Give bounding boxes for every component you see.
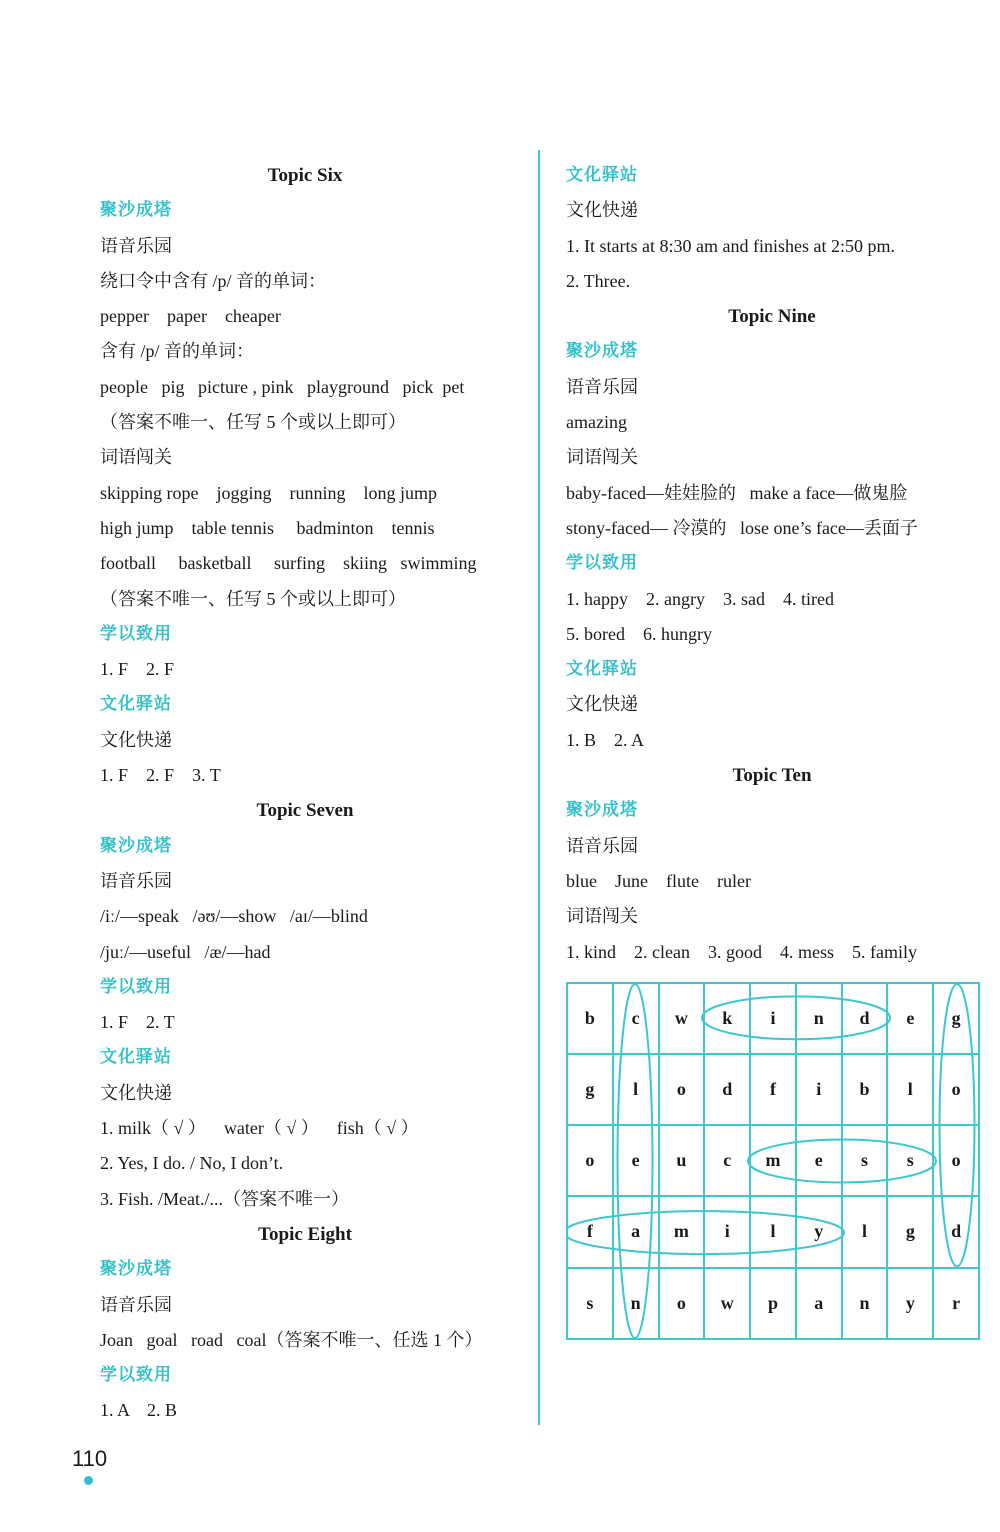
grid-cell: l — [842, 1196, 888, 1267]
grid-cell: l — [750, 1196, 796, 1267]
answer-line: 1. It starts at 8:30 am and finishes at 2:50 pm. — [566, 235, 895, 256]
grid-cell: c — [704, 1125, 750, 1196]
grid-row — [567, 1125, 979, 1196]
grid-cell: b — [842, 1054, 888, 1125]
subsection-heading: 词语闯关 — [100, 447, 172, 469]
grid-cell: o — [659, 1268, 705, 1339]
grid-cell: s — [567, 1268, 613, 1339]
grid-cell: i — [750, 983, 796, 1054]
grid-cell: p — [750, 1268, 796, 1339]
right-column-lines — [566, 158, 978, 970]
answer-line: 5. bored 6. hungry — [566, 623, 712, 644]
answer-line: 1. A 2. B — [100, 1400, 178, 1421]
grid-row — [567, 1054, 979, 1125]
section-heading: 文化驿站 — [566, 659, 638, 680]
subsection-heading: 文化快递 — [566, 200, 638, 222]
answer-line: 1. happy 2. angry 3. sad 4. tired — [566, 588, 834, 609]
page-number-dot — [84, 1476, 93, 1485]
grid-cell: a — [613, 1196, 659, 1267]
section-heading: 学以致用 — [100, 1365, 172, 1386]
grid-cell: o — [567, 1125, 613, 1196]
section-heading: 文化驿站 — [100, 1047, 172, 1068]
word-search-puzzle — [566, 982, 980, 1340]
answer-line: /iː/—speak /əʊ/—show /aɪ/—blind — [100, 906, 368, 927]
section-heading: 学以致用 — [566, 553, 638, 574]
grid-row — [567, 1196, 979, 1267]
grid-cell: b — [567, 983, 613, 1054]
grid-cell: d — [842, 983, 888, 1054]
topic-heading: Topic Ten — [732, 765, 812, 787]
answer-line: pepper paper cheaper — [100, 306, 281, 327]
grid-cell: c — [613, 983, 659, 1054]
answer-line: 2. Yes, I do. / No, I don’t. — [100, 1153, 284, 1174]
grid-cell: f — [750, 1054, 796, 1125]
subsection-heading: 语音乐园 — [100, 870, 172, 892]
section-heading: 文化驿站 — [566, 165, 638, 185]
answer-line: baby-faced—娃娃脸的 make a face—做鬼脸 — [566, 482, 908, 503]
grid-cell: d — [704, 1054, 750, 1125]
topic-heading: Topic Seven — [256, 800, 354, 822]
answer-line: stony-faced— 冷漠的 lose one’s face—丢面子 — [566, 517, 918, 538]
left-column — [100, 158, 510, 1429]
grid-cell: o — [933, 1125, 979, 1196]
answer-line: （答案不唯一、任写 5 个或以上即可） — [100, 588, 406, 609]
grid-cell: e — [796, 1125, 842, 1196]
answer-line: 1. F 2. T — [100, 1012, 175, 1033]
section-heading: 学以致用 — [100, 623, 172, 644]
grid-cell: e — [887, 983, 933, 1054]
topic-heading: Topic Eight — [258, 1223, 352, 1245]
answer-line: 1. kind 2. clean 3. good 4. mess 5. family — [566, 941, 917, 962]
grid-cell: w — [704, 1268, 750, 1339]
subsection-heading: 语音乐园 — [566, 835, 638, 857]
grid-cell: n — [796, 983, 842, 1054]
answer-line: Joan goal road coal（答案不唯一、任选 1 个） — [100, 1329, 483, 1350]
answer-line: 3. Fish. /Meat./...（答案不唯一） — [100, 1188, 350, 1209]
subsection-heading: 词语闯关 — [566, 447, 638, 469]
answer-line: people pig picture , pink playground pick pet — [100, 376, 465, 397]
grid-cell: o — [659, 1054, 705, 1125]
subsection-heading: 语音乐园 — [100, 235, 172, 257]
grid-cell: i — [796, 1054, 842, 1125]
right-column — [566, 158, 978, 1340]
answer-line: high jump table tennis badminton tennis — [100, 517, 435, 538]
page-number: 110 — [72, 1446, 108, 1471]
grid-cell: w — [659, 983, 705, 1054]
grid-cell: g — [567, 1054, 613, 1125]
subsection-heading: 文化快递 — [566, 694, 638, 716]
answer-line: 1. F 2. F 3. T — [100, 765, 221, 786]
section-heading: 聚沙成塔 — [100, 200, 172, 221]
grid-cell: n — [613, 1268, 659, 1339]
grid-cell: l — [887, 1054, 933, 1125]
answer-line: 含有 /p/ 音的单词： — [100, 341, 255, 362]
grid-row — [567, 1268, 979, 1339]
grid-cell: y — [887, 1268, 933, 1339]
grid-cell: m — [659, 1196, 705, 1267]
answer-line: 2. Three. — [566, 270, 631, 291]
grid-cell: i — [704, 1196, 750, 1267]
section-heading: 文化驿站 — [100, 694, 172, 715]
grid-row — [567, 983, 979, 1054]
grid-cell: o — [933, 1054, 979, 1125]
grid-cell: d — [933, 1196, 979, 1267]
grid-cell: n — [842, 1268, 888, 1339]
grid-cell: r — [933, 1268, 979, 1339]
grid-cell: s — [842, 1125, 888, 1196]
subsection-heading: 语音乐园 — [566, 376, 638, 398]
topic-heading: Topic Six — [267, 165, 343, 186]
answer-line: 1. milk（ √ ） water（ √ ） fish（ √ ） — [100, 1118, 419, 1139]
grid-cell: g — [933, 983, 979, 1054]
subsection-heading: 文化快递 — [100, 729, 172, 751]
section-heading: 学以致用 — [100, 976, 172, 997]
answer-line: football basketball surfing skiing swimming — [100, 553, 477, 574]
answer-line: /juː/—useful /æ/—had — [100, 941, 271, 962]
grid-cell: u — [659, 1125, 705, 1196]
grid-cell: f — [567, 1196, 613, 1267]
answer-line: 绕口令中含有 /p/ 音的单词： — [100, 270, 327, 291]
topic-heading: Topic Nine — [728, 306, 816, 328]
grid-cell: s — [887, 1125, 933, 1196]
grid-cell: e — [613, 1125, 659, 1196]
word-search-grid — [566, 982, 980, 1340]
section-heading: 聚沙成塔 — [100, 1259, 172, 1280]
grid-cell: a — [796, 1268, 842, 1339]
answer-line: 1. B 2. A — [566, 729, 645, 750]
section-heading: 聚沙成塔 — [566, 341, 638, 362]
answer-line: （答案不唯一、任写 5 个或以上即可） — [100, 412, 406, 433]
answer-line: 1. F 2. F — [100, 659, 175, 680]
answer-line: skipping rope jogging running long jump — [100, 482, 437, 503]
subsection-heading: 文化快递 — [100, 1082, 172, 1104]
grid-cell: y — [796, 1196, 842, 1267]
column-divider — [538, 150, 540, 1425]
section-heading: 聚沙成塔 — [566, 800, 638, 821]
subsection-heading: 词语闯关 — [566, 906, 638, 928]
grid-cell: m — [750, 1125, 796, 1196]
grid-cell: g — [887, 1196, 933, 1267]
subsection-heading: 语音乐园 — [100, 1294, 172, 1316]
section-heading: 聚沙成塔 — [100, 835, 172, 856]
answer-line: amazing — [566, 412, 627, 433]
grid-cell: l — [613, 1054, 659, 1125]
answer-line: blue June flute ruler — [566, 870, 751, 891]
grid-cell: k — [704, 983, 750, 1054]
